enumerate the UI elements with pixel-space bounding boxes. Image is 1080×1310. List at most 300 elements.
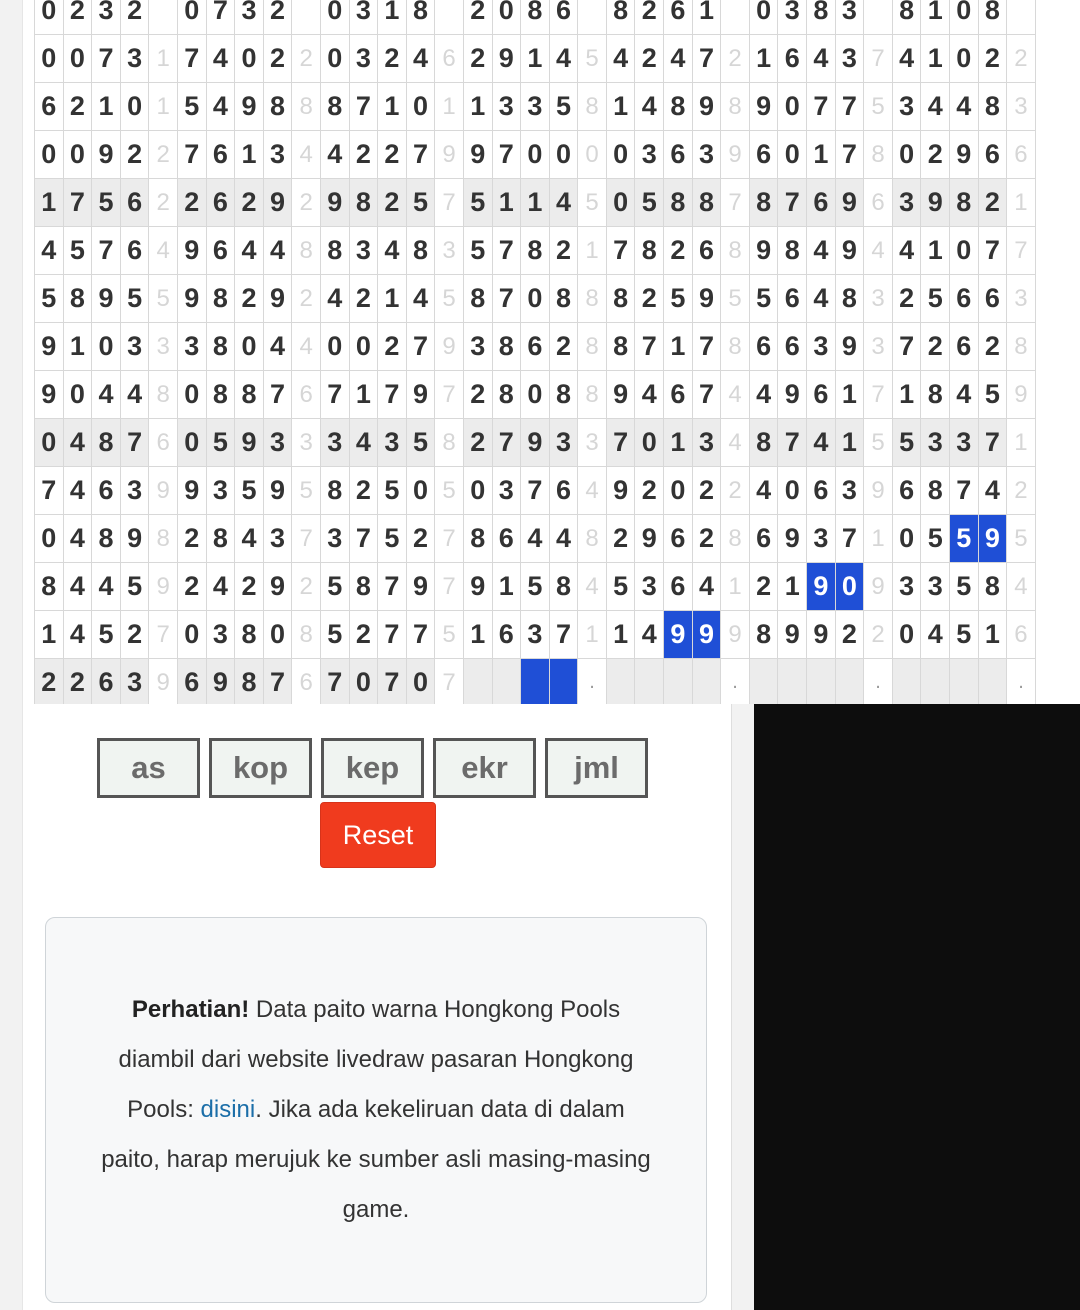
- paito-digit-cell[interactable]: 3: [635, 563, 664, 611]
- paito-digit-cell[interactable]: [835, 659, 864, 705]
- paito-digit-cell[interactable]: 6: [749, 515, 778, 563]
- paito-digit-cell[interactable]: 2: [378, 179, 407, 227]
- paito-digit-cell[interactable]: 5: [120, 563, 149, 611]
- paito-digit-cell[interactable]: 9: [263, 467, 292, 515]
- paito-digit-cell[interactable]: 5: [320, 611, 349, 659]
- paito-digit-cell[interactable]: 8: [235, 371, 264, 419]
- paito-digit-cell[interactable]: 4: [635, 611, 664, 659]
- paito-digit-cell[interactable]: 3: [235, 0, 264, 35]
- paito-digit-cell[interactable]: 7: [406, 323, 435, 371]
- paito-digit-cell[interactable]: 9: [120, 515, 149, 563]
- paito-digit-cell[interactable]: 2: [378, 35, 407, 83]
- paito-digit-cell[interactable]: 6: [778, 323, 807, 371]
- paito-digit-cell[interactable]: 2: [378, 131, 407, 179]
- paito-digit-cell[interactable]: 6: [664, 563, 693, 611]
- paito-digit-cell[interactable]: 3: [835, 35, 864, 83]
- paito-digit-cell[interactable]: 3: [492, 467, 521, 515]
- paito-digit-cell[interactable]: 4: [63, 419, 92, 467]
- paito-digit-cell[interactable]: 0: [778, 83, 807, 131]
- paito-digit-cell[interactable]: 3: [263, 131, 292, 179]
- paito-digit-cell[interactable]: 0: [177, 611, 206, 659]
- paito-digit-cell[interactable]: 9: [807, 563, 836, 611]
- paito-digit-cell[interactable]: 5: [606, 563, 635, 611]
- paito-digit-cell[interactable]: 2: [406, 515, 435, 563]
- paito-digit-cell[interactable]: 2: [749, 563, 778, 611]
- paito-digit-cell[interactable]: 0: [320, 323, 349, 371]
- paito-digit-cell[interactable]: 8: [521, 227, 550, 275]
- paito-digit-cell[interactable]: 9: [778, 611, 807, 659]
- paito-digit-cell[interactable]: 3: [521, 83, 550, 131]
- paito-digit-cell[interactable]: 3: [120, 35, 149, 83]
- paito-digit-cell[interactable]: 1: [749, 35, 778, 83]
- paito-digit-cell[interactable]: 7: [835, 515, 864, 563]
- paito-digit-cell[interactable]: 3: [120, 323, 149, 371]
- paito-digit-cell[interactable]: 6: [778, 35, 807, 83]
- paito-digit-cell[interactable]: 0: [950, 35, 979, 83]
- paito-digit-cell[interactable]: 2: [978, 323, 1007, 371]
- paito-digit-cell[interactable]: 4: [950, 371, 979, 419]
- paito-digit-cell[interactable]: 9: [406, 371, 435, 419]
- paito-digit-cell[interactable]: 1: [463, 83, 492, 131]
- paito-digit-cell[interactable]: 9: [235, 83, 264, 131]
- paito-digit-cell[interactable]: 8: [549, 563, 578, 611]
- paito-digit-cell[interactable]: 0: [406, 467, 435, 515]
- paito-digit-cell[interactable]: 7: [835, 83, 864, 131]
- paito-digit-cell[interactable]: 0: [35, 419, 64, 467]
- paito-digit-cell[interactable]: 9: [749, 227, 778, 275]
- paito-digit-cell[interactable]: 6: [978, 131, 1007, 179]
- paito-digit-cell[interactable]: 4: [749, 467, 778, 515]
- paito-digit-cell[interactable]: 7: [492, 227, 521, 275]
- paito-digit-cell[interactable]: 8: [606, 323, 635, 371]
- paito-digit-cell[interactable]: 0: [320, 35, 349, 83]
- paito-digit-cell[interactable]: 0: [521, 275, 550, 323]
- paito-digit-cell[interactable]: 1: [978, 611, 1007, 659]
- paito-digit-cell[interactable]: 0: [177, 419, 206, 467]
- paito-digit-cell[interactable]: 9: [778, 371, 807, 419]
- paito-digit-cell[interactable]: 3: [950, 419, 979, 467]
- paito-digit-cell[interactable]: 8: [635, 227, 664, 275]
- paito-digit-cell[interactable]: 8: [320, 467, 349, 515]
- paito-digit-cell[interactable]: 4: [320, 275, 349, 323]
- paito-digit-cell[interactable]: 4: [749, 371, 778, 419]
- paito-digit-cell[interactable]: 3: [778, 0, 807, 35]
- paito-digit-cell[interactable]: 6: [692, 227, 721, 275]
- paito-digit-cell[interactable]: [549, 659, 578, 705]
- paito-digit-cell[interactable]: 8: [206, 515, 235, 563]
- paito-digit-cell[interactable]: 0: [778, 131, 807, 179]
- paito-digit-cell[interactable]: 1: [378, 83, 407, 131]
- paito-digit-cell[interactable]: 0: [263, 611, 292, 659]
- paito-digit-cell[interactable]: 7: [606, 419, 635, 467]
- paito-digit-cell[interactable]: 5: [950, 515, 979, 563]
- paito-digit-cell[interactable]: 7: [492, 131, 521, 179]
- paito-digit-cell[interactable]: 6: [664, 0, 693, 35]
- paito-digit-cell[interactable]: 7: [492, 275, 521, 323]
- paito-digit-cell[interactable]: 0: [35, 0, 64, 35]
- paito-digit-cell[interactable]: 5: [921, 515, 950, 563]
- kep-button[interactable]: kep: [321, 738, 424, 798]
- paito-digit-cell[interactable]: 3: [120, 659, 149, 705]
- paito-digit-cell[interactable]: 8: [950, 179, 979, 227]
- as-button[interactable]: as: [97, 738, 200, 798]
- paito-digit-cell[interactable]: 1: [921, 0, 950, 35]
- paito-digit-cell[interactable]: 6: [778, 275, 807, 323]
- paito-digit-cell[interactable]: 1: [378, 275, 407, 323]
- paito-digit-cell[interactable]: 8: [606, 275, 635, 323]
- paito-digit-cell[interactable]: 4: [892, 227, 921, 275]
- paito-digit-cell[interactable]: 3: [378, 419, 407, 467]
- paito-digit-cell[interactable]: 4: [235, 515, 264, 563]
- paito-digit-cell[interactable]: [892, 659, 921, 705]
- paito-digit-cell[interactable]: 5: [378, 467, 407, 515]
- paito-digit-cell[interactable]: 4: [206, 563, 235, 611]
- paito-digit-cell[interactable]: 4: [606, 35, 635, 83]
- paito-digit-cell[interactable]: 1: [778, 563, 807, 611]
- paito-digit-cell[interactable]: 5: [921, 275, 950, 323]
- paito-digit-cell[interactable]: 7: [606, 227, 635, 275]
- paito-digit-cell[interactable]: 9: [177, 467, 206, 515]
- paito-digit-cell[interactable]: 2: [349, 275, 378, 323]
- paito-digit-cell[interactable]: 8: [549, 371, 578, 419]
- paito-digit-cell[interactable]: 3: [549, 419, 578, 467]
- paito-digit-cell[interactable]: 0: [177, 371, 206, 419]
- paito-digit-cell[interactable]: 0: [320, 0, 349, 35]
- source-link[interactable]: disini: [200, 1096, 256, 1123]
- paito-digit-cell[interactable]: 2: [235, 179, 264, 227]
- paito-digit-cell[interactable]: 2: [120, 611, 149, 659]
- paito-digit-cell[interactable]: 7: [378, 371, 407, 419]
- paito-digit-cell[interactable]: 8: [463, 275, 492, 323]
- paito-digit-cell[interactable]: 9: [606, 371, 635, 419]
- paito-digit-cell[interactable]: 4: [63, 467, 92, 515]
- paito-digit-cell[interactable]: 5: [463, 179, 492, 227]
- paito-digit-cell[interactable]: 7: [177, 131, 206, 179]
- paito-digit-cell[interactable]: 2: [635, 0, 664, 35]
- paito-digit-cell[interactable]: 3: [892, 83, 921, 131]
- paito-digit-cell[interactable]: 4: [892, 35, 921, 83]
- paito-digit-cell[interactable]: 3: [635, 131, 664, 179]
- paito-digit-cell[interactable]: 6: [807, 467, 836, 515]
- paito-digit-cell[interactable]: 0: [92, 323, 121, 371]
- paito-digit-cell[interactable]: 0: [835, 563, 864, 611]
- paito-digit-cell[interactable]: [463, 659, 492, 705]
- paito-digit-cell[interactable]: 7: [378, 659, 407, 705]
- paito-digit-cell[interactable]: 9: [692, 275, 721, 323]
- paito-digit-cell[interactable]: 9: [235, 419, 264, 467]
- paito-digit-cell[interactable]: 4: [92, 371, 121, 419]
- paito-digit-cell[interactable]: 6: [664, 371, 693, 419]
- paito-digit-cell[interactable]: 5: [92, 611, 121, 659]
- paito-digit-cell[interactable]: 0: [120, 83, 149, 131]
- paito-digit-cell[interactable]: 0: [406, 83, 435, 131]
- paito-digit-cell[interactable]: 9: [978, 515, 1007, 563]
- paito-digit-cell[interactable]: 0: [349, 323, 378, 371]
- paito-digit-cell[interactable]: 8: [463, 515, 492, 563]
- paito-digit-cell[interactable]: 2: [63, 659, 92, 705]
- paito-digit-cell[interactable]: 0: [406, 659, 435, 705]
- paito-digit-cell[interactable]: [635, 659, 664, 705]
- paito-digit-cell[interactable]: 7: [635, 323, 664, 371]
- paito-digit-cell[interactable]: 9: [664, 611, 693, 659]
- paito-digit-cell[interactable]: 3: [921, 563, 950, 611]
- paito-digit-cell[interactable]: 0: [749, 0, 778, 35]
- paito-digit-cell[interactable]: 8: [978, 83, 1007, 131]
- paito-digit-cell[interactable]: 3: [807, 323, 836, 371]
- paito-digit-cell[interactable]: 6: [749, 323, 778, 371]
- paito-digit-cell[interactable]: 0: [664, 467, 693, 515]
- paito-digit-cell[interactable]: 5: [521, 563, 550, 611]
- paito-digit-cell[interactable]: 5: [950, 563, 979, 611]
- paito-digit-cell[interactable]: 5: [406, 179, 435, 227]
- paito-digit-cell[interactable]: 4: [63, 611, 92, 659]
- paito-digit-cell[interactable]: 7: [320, 371, 349, 419]
- paito-digit-cell[interactable]: 3: [206, 467, 235, 515]
- paito-digit-cell[interactable]: 5: [950, 611, 979, 659]
- paito-digit-cell[interactable]: 6: [664, 515, 693, 563]
- paito-digit-cell[interactable]: 4: [635, 371, 664, 419]
- paito-digit-cell[interactable]: 2: [978, 35, 1007, 83]
- paito-digit-cell[interactable]: 2: [635, 275, 664, 323]
- paito-digit-cell[interactable]: 0: [35, 35, 64, 83]
- paito-digit-cell[interactable]: 6: [807, 371, 836, 419]
- paito-digit-cell[interactable]: [664, 659, 693, 705]
- paito-digit-cell[interactable]: 9: [263, 275, 292, 323]
- paito-digit-cell[interactable]: 1: [921, 227, 950, 275]
- paito-digit-cell[interactable]: 6: [892, 467, 921, 515]
- paito-digit-cell[interactable]: 0: [63, 371, 92, 419]
- paito-digit-cell[interactable]: 8: [492, 371, 521, 419]
- paito-digit-cell[interactable]: 3: [835, 0, 864, 35]
- paito-digit-cell[interactable]: 1: [921, 35, 950, 83]
- paito-digit-cell[interactable]: 2: [921, 323, 950, 371]
- paito-digit-cell[interactable]: 0: [778, 467, 807, 515]
- paito-digit-cell[interactable]: 5: [120, 275, 149, 323]
- paito-digit-cell[interactable]: 3: [320, 419, 349, 467]
- paito-digit-cell[interactable]: 3: [492, 83, 521, 131]
- paito-digit-cell[interactable]: 5: [892, 419, 921, 467]
- paito-digit-cell[interactable]: 2: [692, 467, 721, 515]
- paito-digit-cell[interactable]: 4: [35, 227, 64, 275]
- paito-digit-cell[interactable]: 4: [263, 323, 292, 371]
- paito-digit-cell[interactable]: 4: [63, 515, 92, 563]
- paito-digit-cell[interactable]: 5: [235, 467, 264, 515]
- paito-digit-cell[interactable]: 9: [177, 227, 206, 275]
- paito-digit-cell[interactable]: 7: [92, 227, 121, 275]
- paito-digit-cell[interactable]: 2: [378, 323, 407, 371]
- paito-digit-cell[interactable]: 5: [664, 275, 693, 323]
- paito-digit-cell[interactable]: 1: [606, 83, 635, 131]
- paito-digit-cell[interactable]: 2: [664, 227, 693, 275]
- paito-digit-cell[interactable]: 8: [606, 0, 635, 35]
- paito-digit-cell[interactable]: 4: [63, 563, 92, 611]
- paito-digit-cell[interactable]: 6: [177, 659, 206, 705]
- paito-digit-cell[interactable]: 1: [492, 179, 521, 227]
- paito-digit-cell[interactable]: 8: [978, 563, 1007, 611]
- paito-digit-cell[interactable]: 2: [235, 563, 264, 611]
- paito-digit-cell[interactable]: 8: [492, 323, 521, 371]
- paito-digit-cell[interactable]: 6: [950, 323, 979, 371]
- paito-digit-cell[interactable]: 0: [349, 659, 378, 705]
- paito-digit-cell[interactable]: 2: [177, 563, 206, 611]
- paito-digit-cell[interactable]: 8: [835, 275, 864, 323]
- paito-digit-cell[interactable]: 6: [92, 659, 121, 705]
- paito-digit-cell[interactable]: 4: [206, 35, 235, 83]
- paito-digit-cell[interactable]: 0: [549, 131, 578, 179]
- paito-digit-cell[interactable]: 8: [349, 179, 378, 227]
- paito-digit-cell[interactable]: 7: [778, 179, 807, 227]
- paito-digit-cell[interactable]: 8: [692, 179, 721, 227]
- paito-digit-cell[interactable]: 1: [835, 419, 864, 467]
- paito-digit-cell[interactable]: [692, 659, 721, 705]
- paito-digit-cell[interactable]: 2: [463, 35, 492, 83]
- paito-digit-cell[interactable]: 0: [35, 515, 64, 563]
- paito-digit-cell[interactable]: 3: [892, 563, 921, 611]
- paito-digit-cell[interactable]: 1: [664, 419, 693, 467]
- paito-digit-cell[interactable]: 2: [35, 659, 64, 705]
- paito-digit-cell[interactable]: 9: [92, 131, 121, 179]
- paito-digit-cell[interactable]: 4: [549, 515, 578, 563]
- paito-digit-cell[interactable]: 7: [892, 323, 921, 371]
- paito-digit-cell[interactable]: 2: [835, 611, 864, 659]
- paito-digit-cell[interactable]: 6: [35, 83, 64, 131]
- paito-digit-cell[interactable]: 0: [63, 35, 92, 83]
- paito-digit-cell[interactable]: 3: [892, 179, 921, 227]
- paito-digit-cell[interactable]: 3: [521, 611, 550, 659]
- paito-digit-cell[interactable]: 0: [63, 131, 92, 179]
- paito-digit-cell[interactable]: 2: [63, 0, 92, 35]
- paito-digit-cell[interactable]: 7: [320, 659, 349, 705]
- paito-digit-cell[interactable]: 1: [35, 179, 64, 227]
- paito-digit-cell[interactable]: 8: [235, 659, 264, 705]
- paito-digit-cell[interactable]: 5: [978, 371, 1007, 419]
- paito-digit-cell[interactable]: 5: [92, 179, 121, 227]
- paito-digit-cell[interactable]: 7: [177, 35, 206, 83]
- paito-digit-cell[interactable]: 3: [120, 467, 149, 515]
- paito-digit-cell[interactable]: 7: [263, 659, 292, 705]
- paito-digit-cell[interactable]: 8: [749, 611, 778, 659]
- paito-digit-cell[interactable]: 4: [320, 131, 349, 179]
- paito-digit-cell[interactable]: 8: [778, 227, 807, 275]
- paito-digit-cell[interactable]: 4: [635, 83, 664, 131]
- paito-digit-cell[interactable]: 7: [692, 35, 721, 83]
- paito-digit-cell[interactable]: 8: [549, 275, 578, 323]
- paito-digit-cell[interactable]: 7: [378, 611, 407, 659]
- paito-digit-cell[interactable]: 5: [549, 83, 578, 131]
- paito-digit-cell[interactable]: 7: [378, 563, 407, 611]
- paito-digit-cell[interactable]: 9: [177, 275, 206, 323]
- paito-digit-cell[interactable]: 0: [950, 0, 979, 35]
- paito-digit-cell[interactable]: [749, 659, 778, 705]
- paito-digit-cell[interactable]: 9: [749, 83, 778, 131]
- paito-digit-cell[interactable]: 4: [807, 419, 836, 467]
- paito-digit-cell[interactable]: [492, 659, 521, 705]
- paito-digit-cell[interactable]: 9: [263, 179, 292, 227]
- paito-digit-cell[interactable]: 5: [749, 275, 778, 323]
- paito-digit-cell[interactable]: 9: [835, 179, 864, 227]
- paito-digit-cell[interactable]: 7: [950, 467, 979, 515]
- paito-digit-cell[interactable]: 2: [892, 275, 921, 323]
- paito-digit-cell[interactable]: 3: [206, 611, 235, 659]
- paito-digit-cell[interactable]: 0: [235, 35, 264, 83]
- reset-button[interactable]: Reset: [320, 802, 436, 868]
- paito-digit-cell[interactable]: 0: [635, 419, 664, 467]
- paito-digit-cell[interactable]: [950, 659, 979, 705]
- paito-digit-cell[interactable]: 6: [978, 275, 1007, 323]
- paito-digit-cell[interactable]: 7: [978, 419, 1007, 467]
- paito-digit-cell[interactable]: 2: [63, 83, 92, 131]
- paito-digit-cell[interactable]: 2: [120, 0, 149, 35]
- paito-digit-cell[interactable]: 0: [606, 179, 635, 227]
- paito-digit-cell[interactable]: 7: [978, 227, 1007, 275]
- paito-digit-cell[interactable]: 0: [35, 131, 64, 179]
- paito-digit-cell[interactable]: 4: [549, 179, 578, 227]
- paito-digit-cell[interactable]: 4: [921, 611, 950, 659]
- paito-digit-cell[interactable]: 5: [206, 419, 235, 467]
- paito-digit-cell[interactable]: 3: [320, 515, 349, 563]
- paito-digit-cell[interactable]: 1: [492, 563, 521, 611]
- paito-digit-cell[interactable]: 5: [177, 83, 206, 131]
- paito-digit-cell[interactable]: 8: [320, 227, 349, 275]
- paito-digit-cell[interactable]: 7: [521, 467, 550, 515]
- paito-digit-cell[interactable]: 3: [263, 515, 292, 563]
- paito-digit-cell[interactable]: 5: [35, 275, 64, 323]
- paito-digit-cell[interactable]: 1: [463, 611, 492, 659]
- paito-digit-cell[interactable]: 1: [35, 611, 64, 659]
- paito-digit-cell[interactable]: 6: [92, 467, 121, 515]
- paito-digit-cell[interactable]: 6: [749, 131, 778, 179]
- paito-digit-cell[interactable]: 0: [606, 131, 635, 179]
- paito-digit-cell[interactable]: 1: [835, 371, 864, 419]
- paito-digit-cell[interactable]: 0: [950, 227, 979, 275]
- paito-digit-cell[interactable]: 7: [92, 35, 121, 83]
- paito-digit-cell[interactable]: 0: [492, 0, 521, 35]
- paito-digit-cell[interactable]: 7: [406, 131, 435, 179]
- paito-digit-cell[interactable]: 6: [120, 227, 149, 275]
- paito-digit-cell[interactable]: 8: [406, 227, 435, 275]
- paito-digit-cell[interactable]: 8: [206, 323, 235, 371]
- paito-digit-cell[interactable]: 6: [492, 515, 521, 563]
- paito-digit-cell[interactable]: 2: [463, 0, 492, 35]
- paito-digit-cell[interactable]: 9: [807, 611, 836, 659]
- paito-digit-cell[interactable]: 4: [921, 83, 950, 131]
- paito-digit-cell[interactable]: 9: [463, 131, 492, 179]
- paito-digit-cell[interactable]: 3: [349, 0, 378, 35]
- paito-digit-cell[interactable]: 3: [349, 35, 378, 83]
- paito-digit-cell[interactable]: 1: [235, 131, 264, 179]
- paito-digit-cell[interactable]: 6: [807, 179, 836, 227]
- paito-digit-cell[interactable]: 3: [807, 515, 836, 563]
- paito-digit-cell[interactable]: 3: [835, 467, 864, 515]
- paito-digit-cell[interactable]: 2: [235, 275, 264, 323]
- paito-digit-cell[interactable]: 2: [263, 35, 292, 83]
- paito-digit-cell[interactable]: 9: [320, 179, 349, 227]
- paito-digit-cell[interactable]: 8: [664, 83, 693, 131]
- paito-digit-cell[interactable]: 9: [463, 563, 492, 611]
- paito-digit-cell[interactable]: 2: [349, 131, 378, 179]
- paito-digit-cell[interactable]: 1: [807, 131, 836, 179]
- paito-digit-cell[interactable]: 5: [635, 179, 664, 227]
- paito-digit-cell[interactable]: 0: [892, 131, 921, 179]
- paito-digit-cell[interactable]: 7: [835, 131, 864, 179]
- paito-digit-cell[interactable]: 4: [807, 275, 836, 323]
- paito-digit-cell[interactable]: 4: [807, 227, 836, 275]
- paito-digit-cell[interactable]: 4: [664, 35, 693, 83]
- paito-digit-cell[interactable]: 2: [635, 35, 664, 83]
- paito-digit-cell[interactable]: 8: [807, 0, 836, 35]
- paito-digit-cell[interactable]: 7: [807, 83, 836, 131]
- paito-digit-cell[interactable]: 4: [406, 275, 435, 323]
